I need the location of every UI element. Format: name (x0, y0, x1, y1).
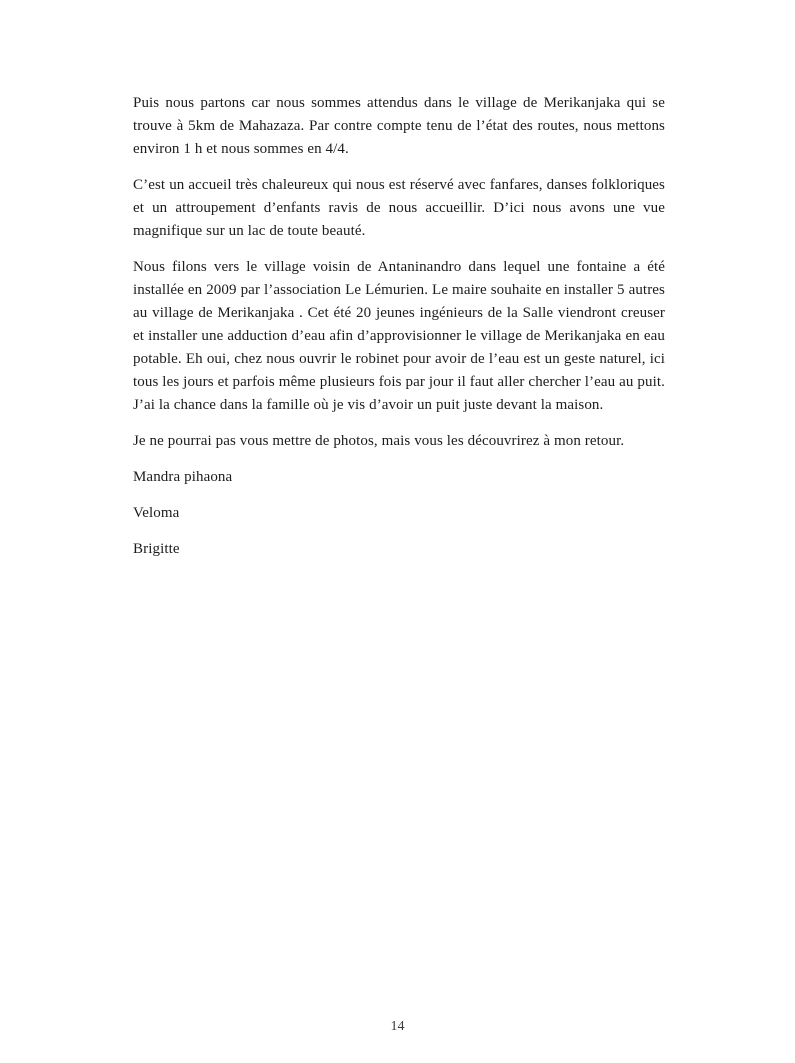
letter-body (133, 92, 665, 574)
paragraph: Je ne pourrai pas vous mettre de photos, mais vous les découvrirez à mon retour. (133, 433, 625, 449)
paragraph: Mandra pihaona (133, 469, 233, 485)
paragraph: Nous filons vers le village voisin de Antaninandro dans lequel une fontaine a été installée en 2009 par l’association Le Lémurien. Le maire souhaite en installer 5 autres au village de Merikanjaka . Cet été 20 jeunes ingénieurs de la Salle viendront creuser et installer une adduction d’eau afin d’approvisionner le village de Merikanjaka en eau potable. Eh oui, chez nous ouvrir le robinet pour avoir de l’eau est un geste naturel, ici tous les jours et parfois même plusieurs fois par jour il faut aller chercher l’eau au puit. J’ai la chance dans la famille où je vis d’avoir un puit juste devant la maison. (133, 259, 665, 413)
paragraph: C’est un accueil très chaleureux qui nous est réservé avec fanfares, danses folkloriques et un attroupement d’enfants ravis de nous accueillir. D’ici nous avons une vue magnifique sur un lac de toute beauté. (133, 177, 665, 239)
paragraph: Veloma (133, 505, 180, 521)
page-number: 14 (390, 1019, 405, 1034)
paragraph: Brigitte (133, 541, 180, 557)
paragraph: Puis nous partons car nous sommes attendus dans le village de Merikanjaka qui se trouve à 5km de Mahazaza. Par contre compte tenu de l’état des routes, nous mettons environ 1 h et nous sommes en 4/4. (133, 95, 665, 157)
